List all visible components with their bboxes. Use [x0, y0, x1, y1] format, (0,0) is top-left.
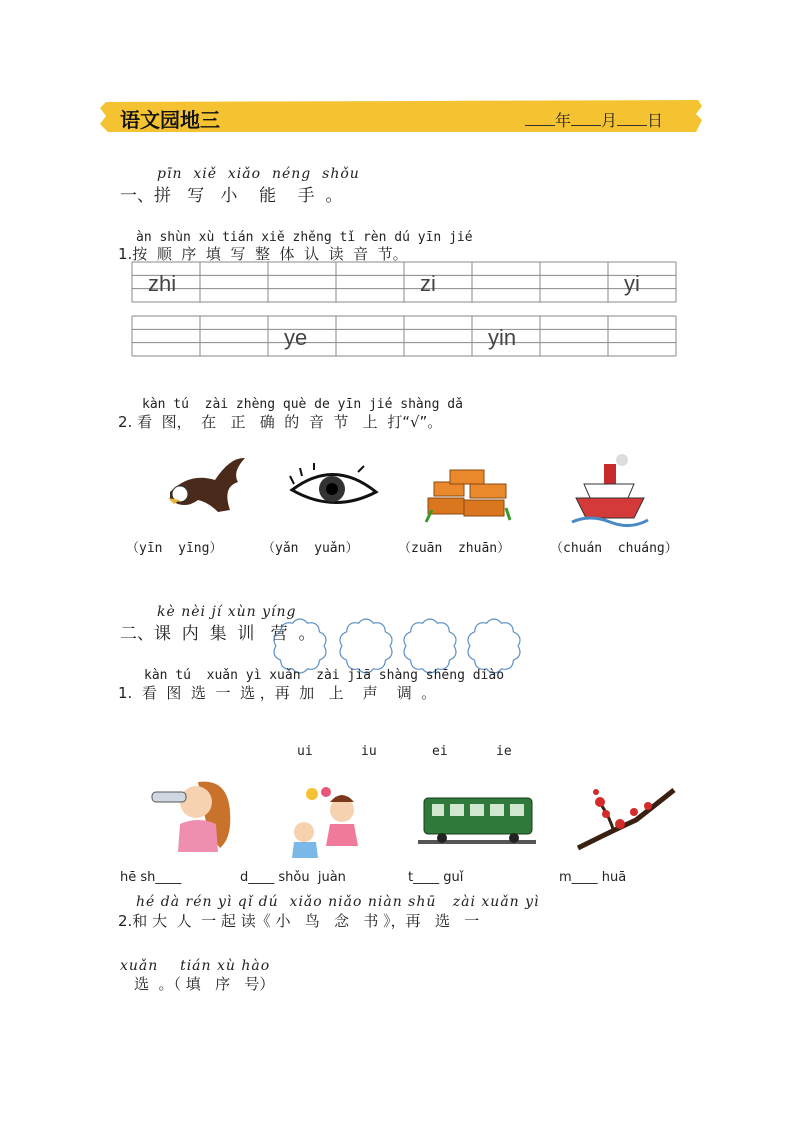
fill-drink[interactable]: hē sh____ [120, 870, 182, 885]
section1-pinyin: pīn xiě xiǎo néng shǒu [157, 166, 360, 182]
date-line [525, 108, 663, 131]
s2-q1-text: 1. 看 图 选 一 选 ，再 加 上 声 调 。 [118, 684, 437, 702]
bricks-icon [420, 462, 515, 528]
choice-bricks[interactable]: （zuān zhuān） [398, 541, 511, 556]
scallop-circle [404, 619, 456, 673]
q1-text: 1.按 顺 序 填 写 整 体 认 读 音 节。 [118, 245, 408, 263]
grid-cell-syllable[interactable]: zi [420, 270, 436, 296]
q2-pinyin: kàn tú zài zhèng què de yīn jié shàng dǎ [142, 397, 463, 412]
grid-cell-syllable[interactable]: yin [488, 324, 517, 350]
scallop-circle [340, 619, 392, 673]
year-blank[interactable] [525, 111, 555, 126]
scallop-circle [274, 619, 326, 673]
choice-eagle[interactable]: （yīn yīng） [126, 541, 223, 556]
section2-title: 二、课 内 集 训 营 。 [120, 624, 316, 644]
ship-icon [570, 452, 650, 528]
eye-icon [288, 462, 380, 514]
page-title: 语文园地三 [120, 108, 220, 132]
section1-title: 一、拼 写 小 能 手 。 [120, 186, 343, 206]
q2-text: 2. 看 图， 在 正 确 的 音 节 上 打“√”。 [118, 413, 443, 431]
day-blank[interactable] [617, 111, 647, 126]
scallop-circle [468, 619, 520, 673]
choice-ship[interactable]: （chuán chuáng） [550, 541, 678, 556]
vowel-option: ui [297, 744, 313, 759]
grid-cell-syllable[interactable]: zhi [148, 270, 177, 296]
vowel-option: ie [496, 744, 512, 759]
vowel-option: ei [432, 744, 448, 759]
q1-pinyin: àn shùn xù tián xiě zhěng tǐ rèn dú yīn jié [136, 230, 473, 245]
s2-q2b-text: 选 。（ 填 序 号） [134, 975, 275, 993]
fill-train[interactable]: t____ guǐ [408, 870, 464, 885]
choice-eye[interactable]: （yǎn yuǎn） [262, 541, 359, 556]
fill-handkerchief[interactable]: d____ shǒu juàn [240, 870, 346, 885]
kids-handkerchief-icon [282, 784, 366, 860]
plum-blossom-icon [574, 784, 678, 854]
eagle-icon [160, 452, 250, 518]
s2-q2-text: 2.和 大 人 一 起 读《 小 鸟 念 书 》，再 选 一 [118, 912, 480, 930]
year-label: 年 [555, 111, 572, 130]
month-label: 月 [601, 111, 618, 130]
s2-q2-pinyin: hé dà rén yì qǐ dú xiǎo niǎo niàn shū zài xuǎn yì [136, 894, 540, 910]
train-icon [418, 792, 536, 854]
pinyin-writing-grid[interactable] [128, 258, 680, 364]
s2-q1-pinyin: kàn tú xuǎn yì xuǎn zài jiā shàng shēng diào [144, 668, 505, 683]
section2-pinyin: kè nèi jí xùn yíng [157, 604, 297, 620]
day-label: 日 [647, 111, 664, 130]
grid-cell-syllable[interactable]: ye [284, 324, 308, 350]
grid-cell-syllable[interactable]: yi [624, 270, 640, 296]
girl-drinking-icon [148, 772, 238, 854]
month-blank[interactable] [571, 111, 601, 126]
s2-q2b-pinyin: xuǎn tián xù hào [120, 958, 271, 974]
vowel-option: iu [361, 744, 377, 759]
fill-plum[interactable]: m____ huā [559, 870, 627, 885]
